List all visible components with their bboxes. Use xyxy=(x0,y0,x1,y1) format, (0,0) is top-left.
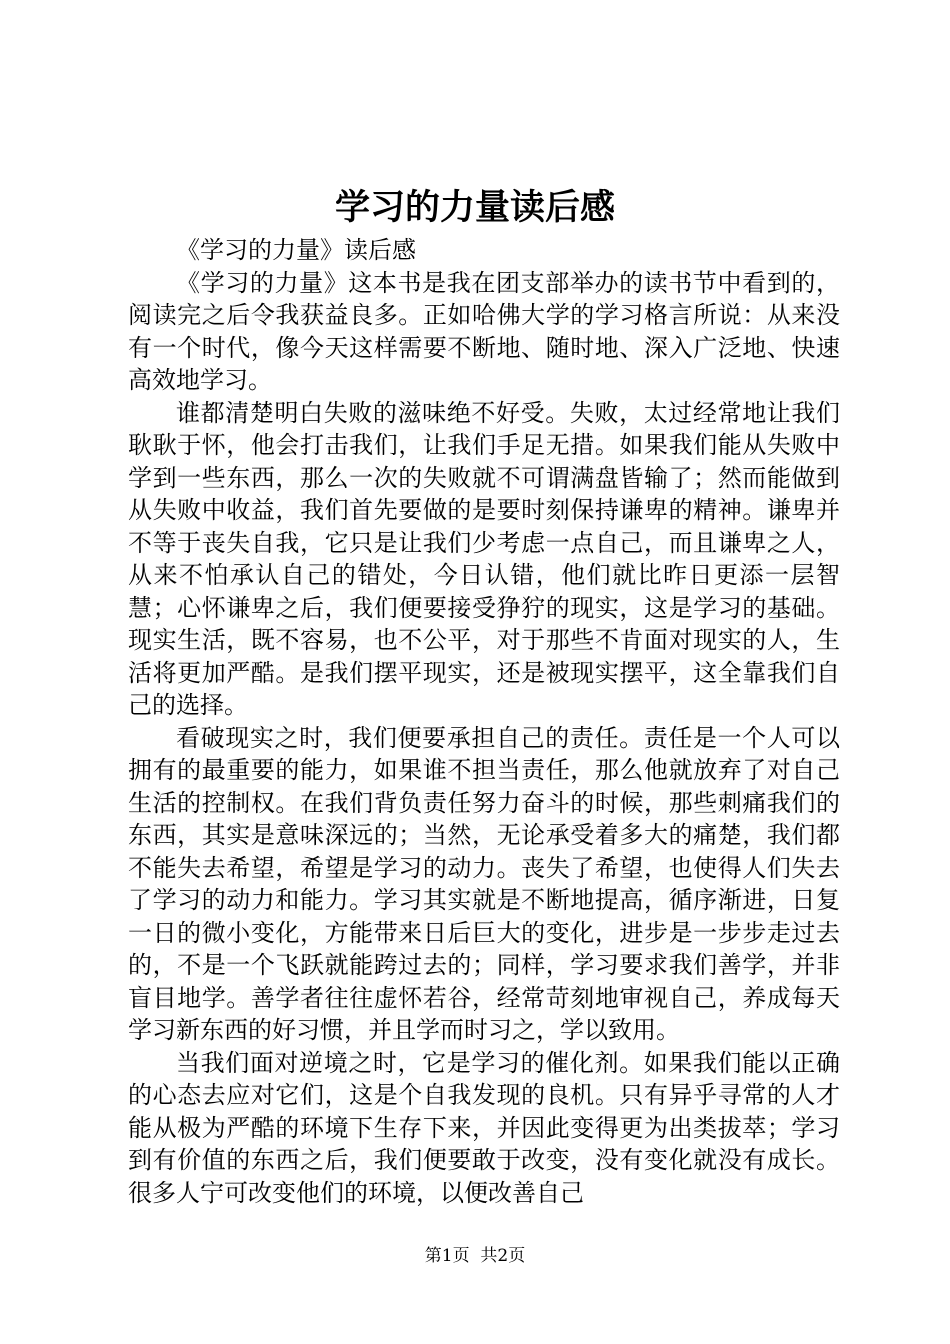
page-total: 共2页 xyxy=(480,1246,526,1266)
page-number: 第1页 xyxy=(424,1246,470,1266)
document-title: 学习的力量读后感 xyxy=(334,187,615,228)
paragraph-4: 当我们面对逆境之时，它是学习的催化剂。如果我们能以正确的心态去应对它们，这是个自我发现的良机。只有异乎寻常的人才能从极为严酷的环境下生存下来，并因此变得更为出类拔萃；学习到有价值的东西之后，我们便要敢于改变，没有变化就没有成长。很多人宁可改变他们的环境，以便改善自己 xyxy=(128,1048,840,1207)
paragraph-1: 《学习的力量》这本书是我在团支部举办的读书节中看到的，阅读完之后令我获益良多。正如哈佛大学的学习格言所说：从来没有一个时代，像今天这样需要不断地、随时地、深入广泛地、快速高效地学习。 xyxy=(128,268,840,394)
paragraph-subtitle: 《学习的力量》读后感 xyxy=(176,236,416,264)
document-body xyxy=(128,234,840,1209)
paragraph-3: 看破现实之时，我们便要承担自己的责任。责任是一个人可以拥有的最重要的能力，如果谁不担当责任，那么他就放弃了对自己生活的控制权。在我们背负责任努力奋斗的时候，那些刺痛我们的东西，其实是意味深远的；当然，无论承受着多大的痛楚，我们都不能失去希望，希望是学习的动力。丧失了希望，也使得人们失去了学习的动力和能力。学习其实就是不断地提高，循序渐进，日复一日的微小变化，方能带来日后巨大的变化，进步是一步步走过去的，不是一个飞跃就能跨过去的；同样，学习要求我们善学，并非盲目地学。善学者往往虚怀若谷，经常苛刻地审视自己，养成每天学习新东西的好习惯，并且学而时习之，学以致用。 xyxy=(128,723,840,1044)
page-footer xyxy=(0,1244,950,1268)
paragraph-2: 谁都清楚明白失败的滋味绝不好受。失败，太过经常地让我们耿耿于怀，他会打击我们，让我们手足无措。如果我们能从失败中学到一些东西，那么一次的失败就不可谓满盘皆输了；然而能做到从失败中收益，我们首先要做的是要时刻保持谦卑的精神。谦卑并不等于丧失自我，它只是让我们少考虑一点自己，而且谦卑之人，从来不怕承认自己的错处，今日认错，他们就比昨日更添一层智慧；心怀谦卑之后，我们便要接受狰狞的现实，这是学习的基础。现实生活，既不容易，也不公平，对于那些不肯面对现实的人，生活将更加严酷。是我们摆平现实，还是被现实摆平，这全靠我们自己的选择。 xyxy=(128,398,840,719)
